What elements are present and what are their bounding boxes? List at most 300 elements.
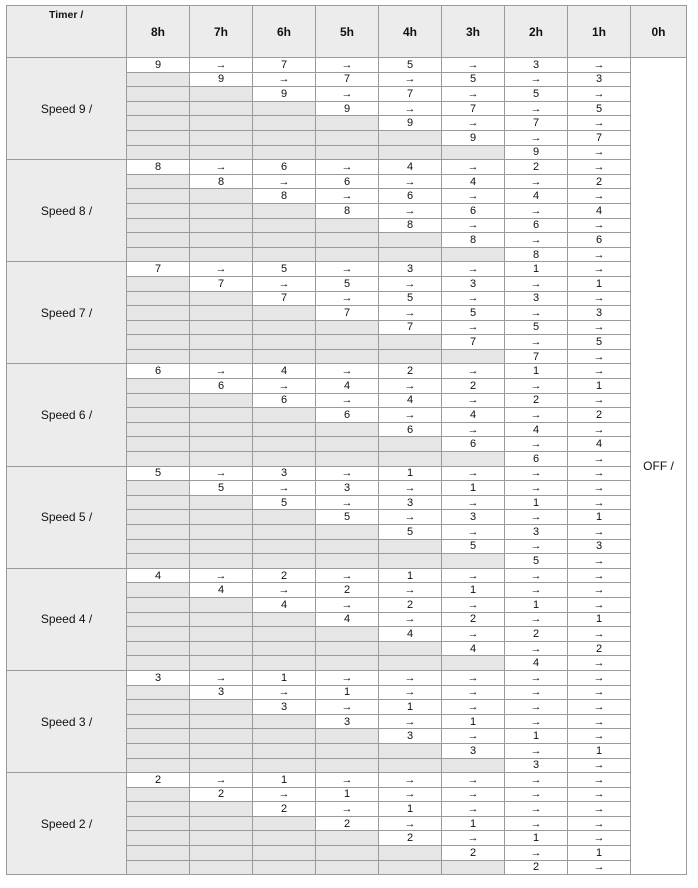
schedule-cell: 6 xyxy=(127,364,190,379)
schedule-cell xyxy=(127,685,190,700)
schedule-cell: → xyxy=(568,670,631,685)
schedule-cell xyxy=(127,145,190,160)
schedule-cell: 8 xyxy=(379,218,442,233)
schedule-cell: → xyxy=(442,291,505,306)
schedule-cell xyxy=(127,189,190,204)
schedule-cell xyxy=(379,758,442,773)
schedule-cell xyxy=(316,335,379,350)
schedule-cell xyxy=(379,539,442,554)
schedule-cell xyxy=(253,247,316,262)
schedule-cell xyxy=(127,247,190,262)
hour-header-5h: 5h xyxy=(316,6,379,58)
schedule-cell: → xyxy=(253,174,316,189)
schedule-cell: 3 xyxy=(379,262,442,277)
schedule-cell xyxy=(127,656,190,671)
schedule-cell xyxy=(190,437,253,452)
schedule-cell xyxy=(442,452,505,467)
schedule-cell: → xyxy=(442,831,505,846)
schedule-cell: 3 xyxy=(316,714,379,729)
schedule-cell: → xyxy=(379,510,442,525)
schedule-cell xyxy=(442,554,505,569)
schedule-cell: 1 xyxy=(505,597,568,612)
schedule-cell: 3 xyxy=(190,685,253,700)
schedule-cell: 9 xyxy=(442,130,505,145)
schedule-cell xyxy=(253,101,316,116)
schedule-cell: 3 xyxy=(568,306,631,321)
schedule-cell: 2 xyxy=(568,174,631,189)
schedule-cell xyxy=(253,743,316,758)
schedule-cell: 1 xyxy=(505,364,568,379)
schedule-cell xyxy=(253,656,316,671)
schedule-cell: 5 xyxy=(190,481,253,496)
schedule-cell: → xyxy=(568,787,631,802)
schedule-cell: 1 xyxy=(442,583,505,598)
speed-label: Speed 3 / xyxy=(7,670,127,772)
schedule-cell: 2 xyxy=(316,816,379,831)
schedule-cell xyxy=(316,130,379,145)
schedule-cell: 1 xyxy=(442,714,505,729)
schedule-cell: 4 xyxy=(190,583,253,598)
schedule-cell: → xyxy=(190,466,253,481)
schedule-cell xyxy=(127,452,190,467)
schedule-cell: 3 xyxy=(568,539,631,554)
schedule-cell xyxy=(127,846,190,861)
schedule-cell: → xyxy=(379,276,442,291)
hour-header-6h: 6h xyxy=(253,6,316,58)
schedule-cell: → xyxy=(379,481,442,496)
schedule-cell: → xyxy=(505,130,568,145)
speed-label: Speed 6 / xyxy=(7,364,127,466)
schedule-cell xyxy=(253,554,316,569)
schedule-cell xyxy=(442,145,505,160)
schedule-cell: → xyxy=(568,773,631,788)
schedule-cell: → xyxy=(568,58,631,73)
schedule-cell: 3 xyxy=(505,291,568,306)
timer-corner-label: Timer / xyxy=(7,6,127,58)
schedule-cell: 2 xyxy=(442,612,505,627)
schedule-cell: → xyxy=(568,481,631,496)
schedule-cell: → xyxy=(316,568,379,583)
schedule-cell xyxy=(253,860,316,875)
schedule-cell xyxy=(127,525,190,540)
schedule-cell: → xyxy=(379,408,442,423)
schedule-cell: 1 xyxy=(505,495,568,510)
schedule-cell xyxy=(190,554,253,569)
schedule-cell: → xyxy=(442,670,505,685)
table-row xyxy=(7,262,687,277)
schedule-cell xyxy=(190,306,253,321)
table-row xyxy=(7,160,687,175)
schedule-cell: 3 xyxy=(505,525,568,540)
schedule-cell: → xyxy=(505,539,568,554)
schedule-cell: 7 xyxy=(379,87,442,102)
schedule-cell: 8 xyxy=(316,203,379,218)
schedule-cell: → xyxy=(568,729,631,744)
schedule-cell: → xyxy=(316,495,379,510)
schedule-cell: → xyxy=(442,58,505,73)
schedule-cell: → xyxy=(505,335,568,350)
schedule-cell: → xyxy=(316,670,379,685)
schedule-cell: → xyxy=(505,510,568,525)
schedule-cell: 1 xyxy=(253,670,316,685)
schedule-cell xyxy=(127,700,190,715)
schedule-cell: → xyxy=(568,189,631,204)
schedule-cell: 1 xyxy=(253,773,316,788)
schedule-cell: → xyxy=(505,568,568,583)
schedule-cell: 1 xyxy=(442,481,505,496)
schedule-cell: → xyxy=(379,101,442,116)
schedule-cell xyxy=(127,203,190,218)
schedule-cell: 2 xyxy=(379,597,442,612)
schedule-cell: → xyxy=(568,831,631,846)
schedule-cell xyxy=(253,116,316,131)
schedule-cell: → xyxy=(505,612,568,627)
schedule-cell: 5 xyxy=(253,262,316,277)
schedule-cell: 5 xyxy=(568,335,631,350)
schedule-cell xyxy=(253,408,316,423)
hour-header-2h: 2h xyxy=(505,6,568,58)
schedule-cell xyxy=(190,130,253,145)
schedule-cell: → xyxy=(505,379,568,394)
schedule-cell: → xyxy=(568,364,631,379)
schedule-cell: 3 xyxy=(442,743,505,758)
speed-label: Speed 2 / xyxy=(7,773,127,875)
schedule-cell: → xyxy=(442,729,505,744)
schedule-cell: 1 xyxy=(568,510,631,525)
schedule-cell xyxy=(127,393,190,408)
schedule-cell: 4 xyxy=(127,568,190,583)
schedule-cell: → xyxy=(568,860,631,875)
schedule-cell xyxy=(379,860,442,875)
schedule-cell: → xyxy=(505,481,568,496)
schedule-cell: → xyxy=(505,233,568,248)
schedule-cell xyxy=(127,583,190,598)
schedule-cell: → xyxy=(190,364,253,379)
schedule-cell xyxy=(316,320,379,335)
schedule-cell: → xyxy=(568,802,631,817)
schedule-cell: → xyxy=(379,379,442,394)
schedule-cell: → xyxy=(568,422,631,437)
schedule-cell: 5 xyxy=(442,72,505,87)
schedule-cell: → xyxy=(316,58,379,73)
schedule-cell xyxy=(190,627,253,642)
schedule-cell: → xyxy=(568,393,631,408)
schedule-cell: 4 xyxy=(568,437,631,452)
schedule-cell: → xyxy=(379,583,442,598)
schedule-cell xyxy=(316,846,379,861)
schedule-cell xyxy=(379,335,442,350)
schedule-cell: → xyxy=(442,597,505,612)
speed-label: Speed 4 / xyxy=(7,568,127,670)
schedule-cell xyxy=(190,320,253,335)
schedule-cell xyxy=(127,714,190,729)
schedule-cell: 7 xyxy=(190,276,253,291)
schedule-cell: 3 xyxy=(379,495,442,510)
schedule-cell: 5 xyxy=(442,306,505,321)
schedule-cell: 7 xyxy=(316,72,379,87)
schedule-cell xyxy=(316,641,379,656)
schedule-cell xyxy=(190,422,253,437)
schedule-cell: 5 xyxy=(379,58,442,73)
schedule-cell: → xyxy=(253,787,316,802)
schedule-cell xyxy=(190,816,253,831)
schedule-cell: 7 xyxy=(505,349,568,364)
schedule-cell: 6 xyxy=(379,189,442,204)
schedule-cell: 3 xyxy=(442,276,505,291)
schedule-cell: → xyxy=(253,685,316,700)
schedule-cell: 9 xyxy=(190,72,253,87)
schedule-cell: → xyxy=(316,189,379,204)
schedule-cell xyxy=(316,452,379,467)
schedule-cell: 1 xyxy=(316,685,379,700)
schedule-cell: → xyxy=(568,145,631,160)
schedule-cell: → xyxy=(379,670,442,685)
schedule-cell xyxy=(316,656,379,671)
schedule-cell: 5 xyxy=(127,466,190,481)
hour-header-1h: 1h xyxy=(568,6,631,58)
schedule-cell: 1 xyxy=(379,802,442,817)
schedule-cell xyxy=(127,729,190,744)
schedule-cell: → xyxy=(442,773,505,788)
table-row xyxy=(7,58,687,73)
schedule-cell xyxy=(190,641,253,656)
hour-header-4h: 4h xyxy=(379,6,442,58)
schedule-cell xyxy=(253,729,316,744)
schedule-cell xyxy=(190,393,253,408)
off-label: OFF / xyxy=(631,58,687,875)
table-row xyxy=(7,670,687,685)
schedule-cell xyxy=(190,510,253,525)
table-row xyxy=(7,364,687,379)
schedule-cell xyxy=(316,627,379,642)
schedule-cell: → xyxy=(253,72,316,87)
schedule-cell: 2 xyxy=(379,364,442,379)
schedule-cell: 9 xyxy=(379,116,442,131)
schedule-cell xyxy=(127,641,190,656)
schedule-cell: 7 xyxy=(253,58,316,73)
schedule-cell xyxy=(190,203,253,218)
schedule-cell xyxy=(253,437,316,452)
schedule-cell: 4 xyxy=(379,160,442,175)
schedule-cell: → xyxy=(568,291,631,306)
schedule-cell: → xyxy=(442,802,505,817)
schedule-cell xyxy=(127,320,190,335)
schedule-cell: → xyxy=(442,262,505,277)
schedule-cell: 6 xyxy=(442,203,505,218)
schedule-cell: → xyxy=(505,583,568,598)
schedule-cell: 7 xyxy=(505,116,568,131)
schedule-cell xyxy=(253,627,316,642)
schedule-cell: → xyxy=(442,160,505,175)
speed-label: Speed 9 / xyxy=(7,58,127,160)
schedule-cell: 5 xyxy=(316,276,379,291)
schedule-cell: → xyxy=(316,700,379,715)
schedule-cell: → xyxy=(568,568,631,583)
schedule-cell: 2 xyxy=(316,583,379,598)
schedule-cell xyxy=(253,452,316,467)
schedule-cell: 2 xyxy=(505,160,568,175)
schedule-cell xyxy=(127,130,190,145)
schedule-cell: → xyxy=(568,597,631,612)
schedule-cell xyxy=(190,846,253,861)
schedule-cell: 5 xyxy=(253,495,316,510)
schedule-cell xyxy=(127,116,190,131)
schedule-cell: 3 xyxy=(127,670,190,685)
schedule-cell xyxy=(127,291,190,306)
schedule-cell: 2 xyxy=(253,802,316,817)
hour-header-7h: 7h xyxy=(190,6,253,58)
schedule-cell: 8 xyxy=(253,189,316,204)
schedule-cell xyxy=(127,72,190,87)
schedule-cell: 5 xyxy=(379,291,442,306)
schedule-cell: → xyxy=(442,364,505,379)
schedule-cell: 5 xyxy=(568,101,631,116)
schedule-cell xyxy=(190,743,253,758)
schedule-cell: → xyxy=(505,101,568,116)
schedule-cell: 6 xyxy=(505,452,568,467)
schedule-cell: 8 xyxy=(127,160,190,175)
schedule-cell: 4 xyxy=(316,612,379,627)
schedule-cell xyxy=(190,597,253,612)
schedule-cell: → xyxy=(568,87,631,102)
schedule-cell: 5 xyxy=(505,87,568,102)
schedule-cell: 1 xyxy=(379,568,442,583)
schedule-cell xyxy=(253,349,316,364)
schedule-cell xyxy=(127,495,190,510)
schedule-cell xyxy=(253,320,316,335)
schedule-cell: → xyxy=(505,846,568,861)
schedule-cell: → xyxy=(505,437,568,452)
schedule-cell: → xyxy=(568,816,631,831)
schedule-cell: 6 xyxy=(442,437,505,452)
schedule-cell: 7 xyxy=(316,306,379,321)
schedule-cell: → xyxy=(442,393,505,408)
speed-label: Speed 7 / xyxy=(7,262,127,364)
schedule-cell xyxy=(253,714,316,729)
schedule-cell xyxy=(442,247,505,262)
schedule-cell: → xyxy=(190,773,253,788)
schedule-cell xyxy=(316,145,379,160)
schedule-cell xyxy=(316,758,379,773)
schedule-cell xyxy=(379,846,442,861)
schedule-cell xyxy=(190,860,253,875)
schedule-cell xyxy=(379,554,442,569)
schedule-cell xyxy=(316,116,379,131)
schedule-cell: 1 xyxy=(568,743,631,758)
schedule-cell xyxy=(190,656,253,671)
schedule-cell xyxy=(127,539,190,554)
schedule-cell: → xyxy=(505,670,568,685)
schedule-cell: 3 xyxy=(505,58,568,73)
schedule-cell xyxy=(379,743,442,758)
schedule-cell: → xyxy=(505,203,568,218)
schedule-cell: 4 xyxy=(505,656,568,671)
schedule-cell: 1 xyxy=(568,276,631,291)
schedule-cell xyxy=(253,641,316,656)
schedule-cell: 4 xyxy=(442,641,505,656)
schedule-cell xyxy=(253,846,316,861)
schedule-cell: 2 xyxy=(127,773,190,788)
schedule-cell: 9 xyxy=(505,145,568,160)
schedule-cell: → xyxy=(568,700,631,715)
schedule-cell xyxy=(316,743,379,758)
schedule-cell: → xyxy=(568,218,631,233)
schedule-cell: → xyxy=(442,627,505,642)
schedule-cell: → xyxy=(316,160,379,175)
schedule-cell: → xyxy=(442,87,505,102)
schedule-cell xyxy=(190,87,253,102)
schedule-cell: 6 xyxy=(316,174,379,189)
schedule-cell xyxy=(379,641,442,656)
schedule-cell: 6 xyxy=(253,160,316,175)
schedule-cell: → xyxy=(568,160,631,175)
schedule-cell xyxy=(127,597,190,612)
schedule-cell: → xyxy=(505,72,568,87)
schedule-cell: → xyxy=(379,306,442,321)
schedule-cell xyxy=(379,233,442,248)
schedule-cell: 3 xyxy=(568,72,631,87)
schedule-cell: → xyxy=(442,568,505,583)
schedule-cell: → xyxy=(379,612,442,627)
schedule-cell: 1 xyxy=(442,816,505,831)
schedule-cell: → xyxy=(505,773,568,788)
schedule-cell: 4 xyxy=(568,203,631,218)
schedule-cell: → xyxy=(505,408,568,423)
schedule-cell: → xyxy=(379,787,442,802)
schedule-cell: 4 xyxy=(253,597,316,612)
schedule-cell: 8 xyxy=(505,247,568,262)
schedule-cell: 9 xyxy=(316,101,379,116)
schedule-cell xyxy=(253,233,316,248)
schedule-cell xyxy=(190,802,253,817)
schedule-cell: → xyxy=(316,87,379,102)
schedule-cell: 5 xyxy=(505,320,568,335)
schedule-cell: → xyxy=(442,320,505,335)
schedule-cell: 2 xyxy=(379,831,442,846)
schedule-cell: → xyxy=(190,160,253,175)
schedule-cell: 1 xyxy=(568,612,631,627)
schedule-cell: → xyxy=(190,262,253,277)
schedule-cell xyxy=(190,758,253,773)
schedule-cell: 3 xyxy=(253,700,316,715)
schedule-cell: 4 xyxy=(442,174,505,189)
schedule-cell: 7 xyxy=(442,335,505,350)
schedule-cell: 4 xyxy=(379,393,442,408)
schedule-cell xyxy=(127,612,190,627)
schedule-cell xyxy=(316,860,379,875)
schedule-cell xyxy=(316,539,379,554)
schedule-cell: → xyxy=(379,816,442,831)
schedule-cell: 5 xyxy=(379,525,442,540)
hour-header-8h: 8h xyxy=(127,6,190,58)
schedule-cell xyxy=(127,87,190,102)
schedule-cell: → xyxy=(253,481,316,496)
schedule-cell xyxy=(379,349,442,364)
schedule-cell: → xyxy=(379,174,442,189)
schedule-cell xyxy=(127,422,190,437)
schedule-cell xyxy=(190,189,253,204)
schedule-cell: 2 xyxy=(442,379,505,394)
schedule-cell xyxy=(253,306,316,321)
schedule-cell: 2 xyxy=(190,787,253,802)
schedule-cell: 7 xyxy=(568,130,631,145)
schedule-cell: → xyxy=(316,597,379,612)
schedule-cell: 7 xyxy=(127,262,190,277)
schedule-cell: → xyxy=(505,685,568,700)
schedule-cell xyxy=(190,714,253,729)
schedule-cell: → xyxy=(316,291,379,306)
schedule-cell: 7 xyxy=(253,291,316,306)
